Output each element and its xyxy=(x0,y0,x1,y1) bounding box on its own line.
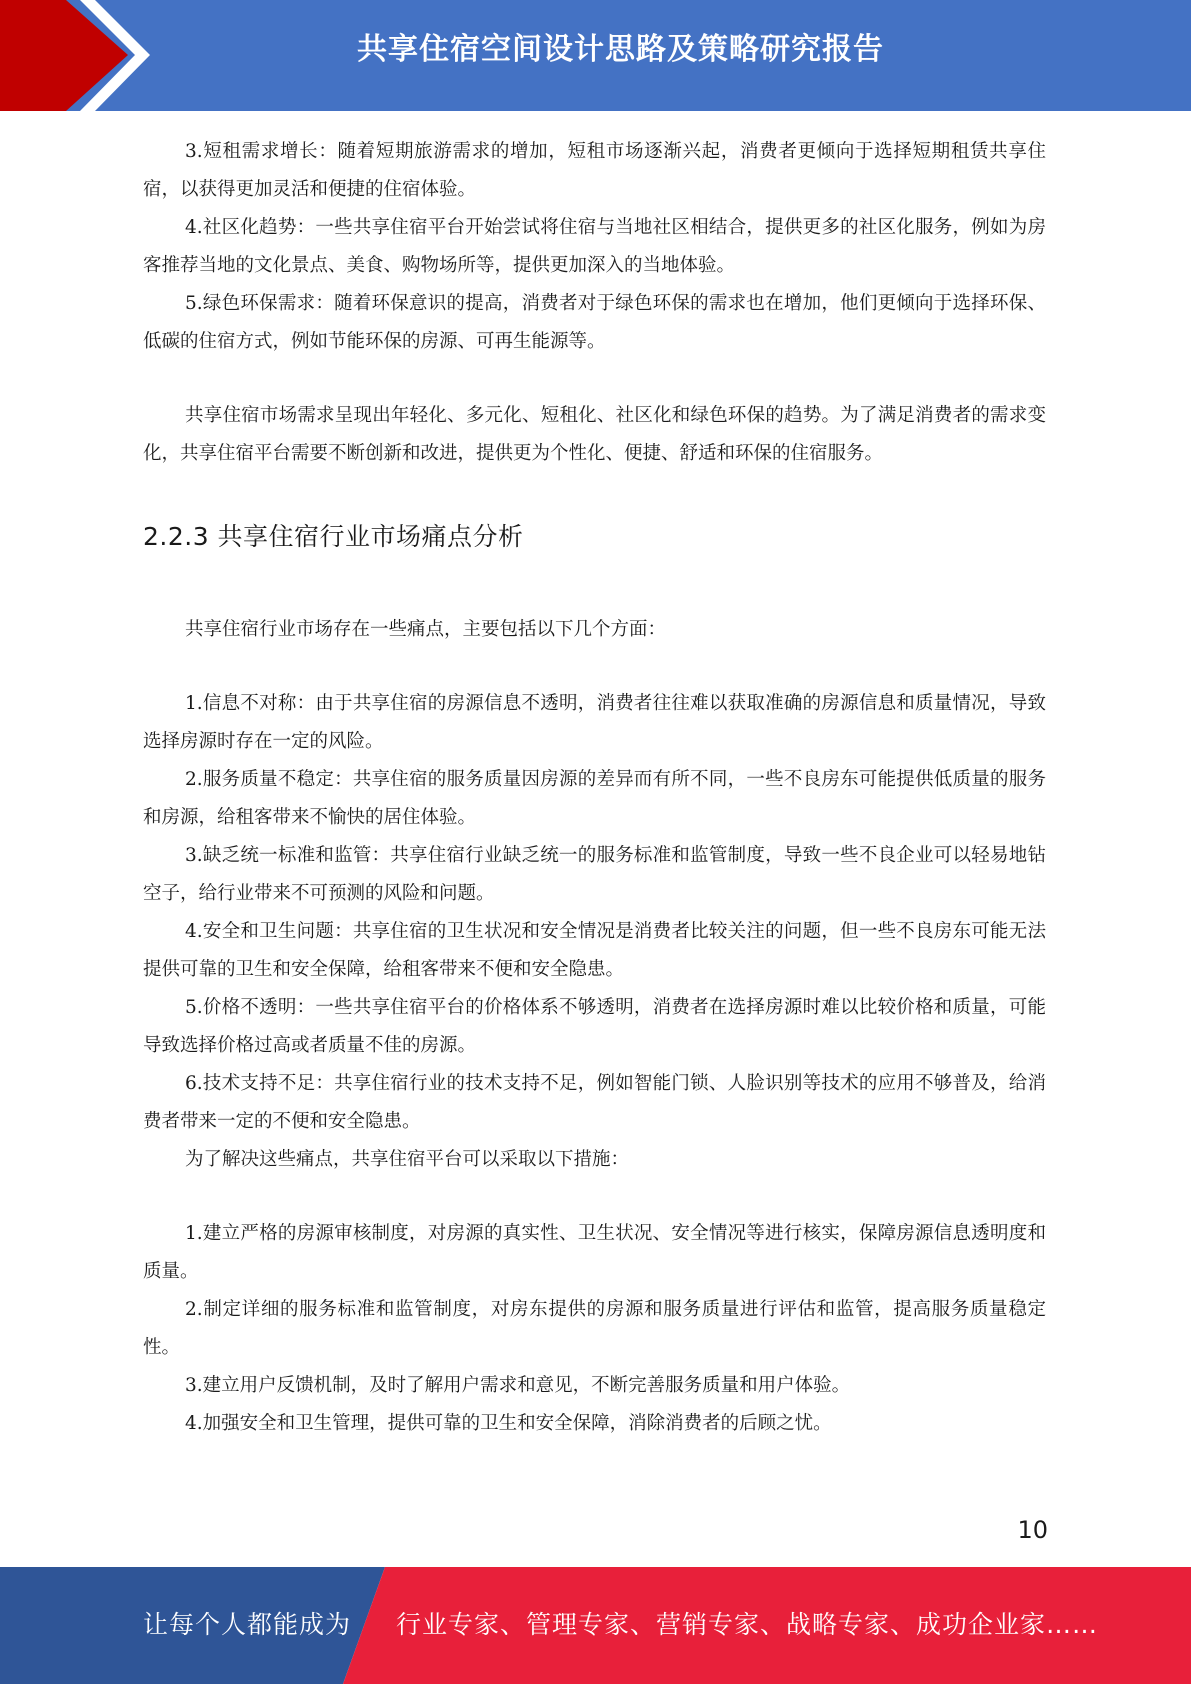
pain-point-item: 2.服务质量不稳定：共享住宿的服务质量因房源的差异而有所不同，一些不良房东可能提供低质量的服务和房源，给租客带来不愉快的居住体验。 xyxy=(143,769,1046,828)
measure-item: 1.建立严格的房源审核制度，对房源的真实性、卫生状况、安全情况等进行核实，保障房源信息透明度和质量。 xyxy=(143,1223,1046,1282)
pain-point-item: 4.安全和卫生问题：共享住宿的卫生状况和安全情况是消费者比较关注的问题，但一些不良房东可能无法提供可靠的卫生和安全保障，给租客带来不便和安全隐患。 xyxy=(143,921,1046,980)
pain-point-item: 3.缺乏统一标准和监管：共享住宿行业缺乏统一的服务标准和监管制度，导致一些不良企业可以轻易地钻空子，给行业带来不可预测的风险和问题。 xyxy=(143,845,1046,904)
page-content xyxy=(143,133,1046,1443)
document-title: 共享住宿空间设计思路及策略研究报告 xyxy=(357,32,884,67)
summary-paragraph: 共享住宿市场需求呈现出年轻化、多元化、短租化、社区化和绿色环保的趋势。为了满足消费者的需求变化，共享住宿平台需要不断创新和改进，提供更为个性化、便捷、舒适和环保的住宿服务。 xyxy=(143,405,1046,464)
footer-slogan-left: 让每个人都能成为 xyxy=(143,1610,352,1639)
measure-item: 4.加强安全和卫生管理，提供可靠的卫生和安全保障，消除消费者的后顾之忧。 xyxy=(185,1413,832,1434)
measure-item: 3.建立用户反馈机制，及时了解用户需求和意见，不断完善服务质量和用户体验。 xyxy=(185,1375,851,1396)
footer-slogan-right: 行业专家、管理专家、营销专家、战略专家、成功企业家…… xyxy=(396,1610,1099,1639)
header-chevron-decoration xyxy=(0,0,170,111)
pain-point-item: 1.信息不对称：由于共享住宿的房源信息不透明，消费者往往难以获取准确的房源信息和质量情况，导致选择房源时存在一定的风险。 xyxy=(143,693,1046,752)
measures-intro: 为了解决这些痛点，共享住宿平台可以采取以下措施： xyxy=(185,1149,630,1170)
intro-item: 5.绿色环保需求：随着环保意识的提高，消费者对于绿色环保的需求也在增加，他们更倾向于选择环保、低碳的住宿方式，例如节能环保的房源、可再生能源等。 xyxy=(143,293,1046,352)
footer-banner xyxy=(0,1567,1191,1684)
measure-item: 2.制定详细的服务标准和监管制度，对房东提供的房源和服务质量进行评估和监管，提高服务质量稳定性。 xyxy=(143,1299,1046,1358)
header-banner xyxy=(0,0,1191,111)
pain-point-item: 6.技术支持不足：共享住宿行业的技术支持不足，例如智能门锁、人脸识别等技术的应用不够普及，给消费者带来一定的不便和安全隐患。 xyxy=(143,1073,1046,1132)
pain-points-intro: 共享住宿行业市场存在一些痛点，主要包括以下几个方面： xyxy=(185,619,667,640)
pain-point-item: 5.价格不透明：一些共享住宿平台的价格体系不够透明，消费者在选择房源时难以比较价格和质量，可能导致选择价格过高或者质量不佳的房源。 xyxy=(143,997,1046,1056)
intro-item: 3.短租需求增长：随着短期旅游需求的增加，短租市场逐渐兴起，消费者更倾向于选择短期租赁共享住宿，以获得更加灵活和便捷的住宿体验。 xyxy=(143,141,1046,200)
section-heading: 2.2.3 共享住宿行业市场痛点分析 xyxy=(143,522,524,551)
intro-item: 4.社区化趋势：一些共享住宿平台开始尝试将住宿与当地社区相结合，提供更多的社区化服务，例如为房客推荐当地的文化景点、美食、购物场所等，提供更加深入的当地体验。 xyxy=(143,217,1046,276)
page-number: 10 xyxy=(1017,1516,1048,1544)
